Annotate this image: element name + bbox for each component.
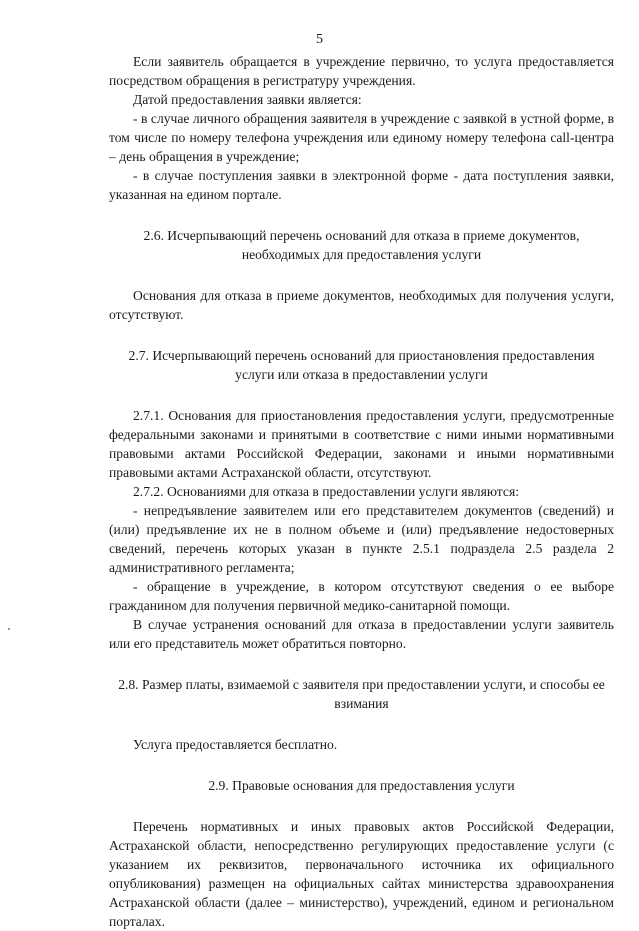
paragraph-reapply: В случае устранения оснований для отказа в предоставлении услуги заявитель или его представитель может обратиться повторно. bbox=[109, 617, 614, 651]
paragraph-legal-acts: Перечень нормативных и иных правовых актов Российской Федерации, Астраханской области, непосредственно регулирующих предоставление услуги (с указанием их реквизитов, первоначального источника их официального опубликования) размещен на официальных сайтах министерства здравоохранения Астраханской области (далее – министерство), учреждений, едином и региональном порталах. bbox=[109, 819, 614, 929]
list-item-no-choice-record: - обращение в учреждение, в котором отсутствуют сведения о ее выборе гражданином для получения первичной медико-санитарной помощи. bbox=[109, 579, 614, 613]
list-item-no-documents: - непредъявление заявителем или его представителем документов (сведений) и (или) предъявление их не в полном объеме и (или) предъявление недостоверных сведений, перечень которых указан в пункте 2.5.1 подраздела 2.5 раздела 2 административного регламента; bbox=[109, 503, 614, 575]
paragraph-primary-visit: Если заявитель обращается в учреждение первично, то услуга предоставляется посредством обращения в регистратуру учреждения. bbox=[109, 54, 614, 88]
page-number: 5 bbox=[316, 32, 323, 47]
document-body bbox=[109, 52, 614, 931]
list-item-personal-request: - в случае личного обращения заявителя в учреждение с заявкой в устной форме, в том числе по номеру телефона учреждения или единому номеру телефона call-центра – день обращения в учреждение; bbox=[109, 111, 614, 164]
section-heading-2-7: 2.7. Исчерпывающий перечень оснований для приостановления предоставления услуги или отказа в предоставлении услуги bbox=[128, 348, 595, 382]
paragraph-no-refusal-grounds: Основания для отказа в приеме документов, необходимых для получения услуги, отсутствуют. bbox=[109, 288, 614, 322]
list-item-electronic-request: - в случае поступления заявки в электронной форме - дата поступления заявки, указанная на едином портале. bbox=[109, 168, 614, 202]
paragraph-2-7-1: 2.7.1. Основания для приостановления предоставления услуги, предусмотренные федеральными законами и принятыми в соответствие с ними иными нормативными правовыми актами Российской Федерации, законами и иными нормативными правовыми актами Астраханской области, отсутствуют. bbox=[109, 408, 614, 480]
paragraph-2-7-2: 2.7.2. Основаниями для отказа в предоставлении услуги являются: bbox=[133, 484, 519, 499]
scan-speck bbox=[8, 628, 10, 630]
paragraph-request-date: Датой предоставления заявки является: bbox=[133, 92, 362, 107]
section-heading-2-8: 2.8. Размер платы, взимаемой с заявителя при предоставлении услуги, и способы ее взимания bbox=[118, 677, 605, 711]
section-heading-2-9: 2.9. Правовые основания для предоставления услуги bbox=[208, 778, 515, 793]
section-heading-2-6: 2.6. Исчерпывающий перечень оснований для отказа в приеме документов, необходимых для предоставления услуги bbox=[143, 228, 580, 262]
paragraph-free-service: Услуга предоставляется бесплатно. bbox=[133, 737, 338, 752]
